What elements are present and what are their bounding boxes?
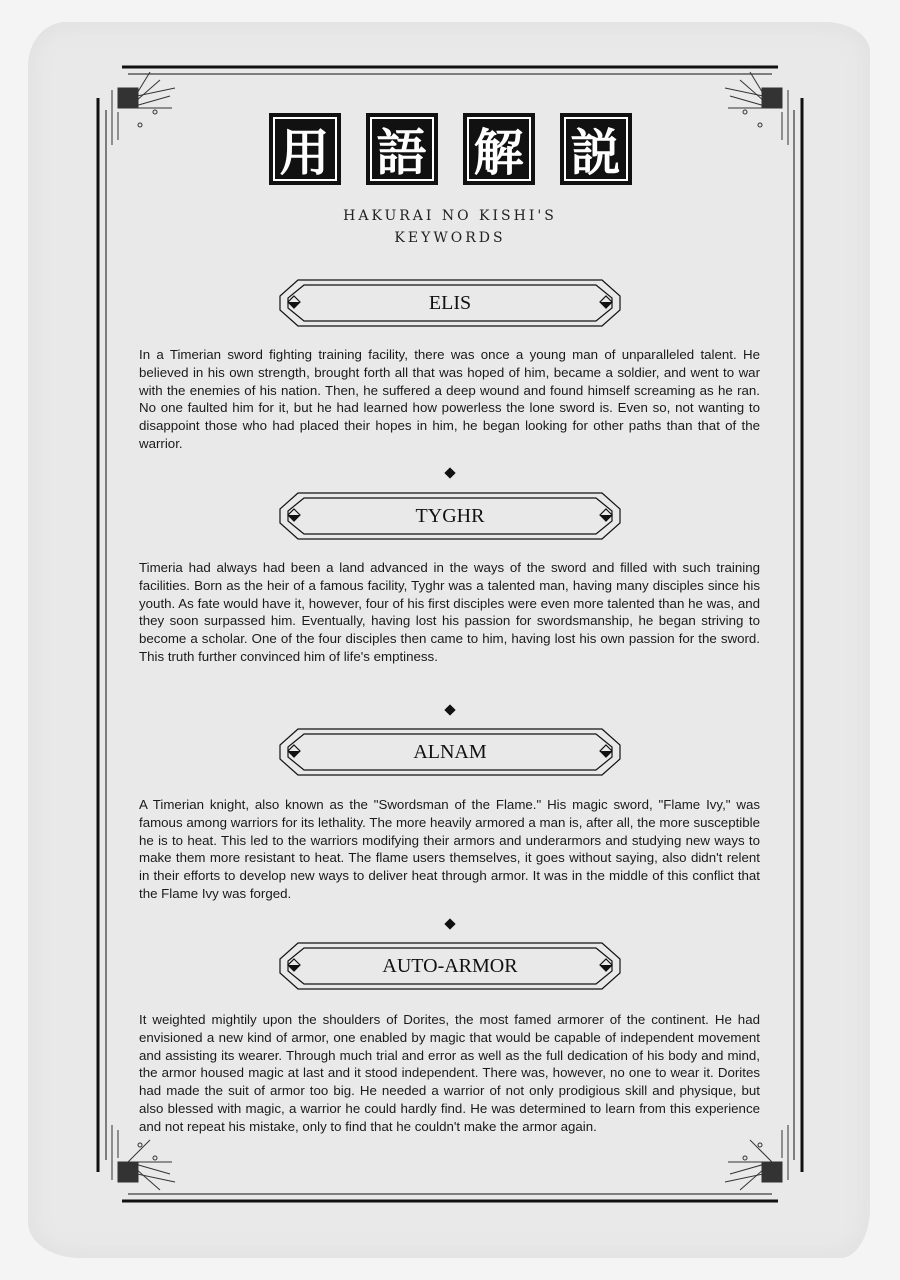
subtitle-line-2: KEYWORDS bbox=[394, 230, 506, 246]
section-heading-auto-armor bbox=[278, 941, 622, 991]
heading-label: ALNAM bbox=[413, 740, 487, 763]
page-title bbox=[0, 113, 900, 185]
title-kanji-1: 用 bbox=[269, 113, 341, 185]
heading-label: ELIS bbox=[428, 291, 472, 314]
subtitle-line-1: HAKURAI NO KISHI'S bbox=[343, 208, 557, 224]
heading-label: TYGHR bbox=[415, 504, 485, 527]
page-subtitle bbox=[0, 205, 900, 249]
section-heading-elis bbox=[278, 278, 622, 328]
section-text-alnam: A Timerian knight, also known as the "Swordsman of the Flame." His magic sword, "Flame Ivy," was famous among warriors for its lethality. The more heavily armored a man is, after all, the more susceptible he is to heat. This led to the warriors modifying their armors and underarmors and studying new ways to make them more resistant to heat. The flame users themselves, it goes without saying, also didn't relent in their efforts to develop new ways to deliver heat through armor. It was in the middle of this conflict that the Flame Ivy was forged. bbox=[139, 797, 760, 901]
section-text-elis: In a Timerian sword fighting training facility, there was once a young man of unparalleled talent. He believed in his own strength, brought forth all that was hoped of him, became a soldier, and went to war with the enemies of his nation. Then, he suffered a deep wound and found himself screaming as he ran. No one faulted him for it, but he had learned how powerless the lone sword is. Even so, not wanting to disappoint those who had placed their hopes in him, he began looking for other paths than that of the warrior. bbox=[139, 347, 760, 451]
heading-label: AUTO-ARMOR bbox=[382, 954, 518, 977]
section-text-auto-armor: It weighted mightily upon the shoulders of Dorites, the most famed armorer of the continent. He had envisioned a new kind of armor, one enabled by magic that would be capable of independent movement and assisting its wearer. Through much trial and error as well as the full dedication of his body and mind, the armor housed magic at last and it stood independent. There was, however, no one to wear it. Dorites had made the suit of armor too big. He needed a warrior of not only prodigious skill and physique, but also blessed with magic, a warrior he could hardly find. He was determined to learn from this experience and not repeat his mistake, only to find that he couldn't make the armor again. bbox=[139, 1012, 760, 1134]
title-kanji-4: 説 bbox=[560, 113, 632, 185]
section-text-tyghr: Timeria had always had been a land advanced in the ways of the sword and filled with such training facilities. Born as the heir of a famous facility, Tyghr was a talented man, having many disciples since his youth. As fate would have it, however, four of his first disciples were even more talented than he was, and they soon surpassed him. Eventually, having lost his passion for swordsmanship, he began striving to become a scholar. One of the four disciples then came to him, having lost his own passion for the sword. This truth further convinced him of life's emptiness. bbox=[139, 560, 760, 664]
title-kanji-2: 語 bbox=[366, 113, 438, 185]
section-heading-alnam bbox=[278, 727, 622, 777]
section-heading-tyghr bbox=[278, 491, 622, 541]
title-kanji-3: 解 bbox=[463, 113, 535, 185]
